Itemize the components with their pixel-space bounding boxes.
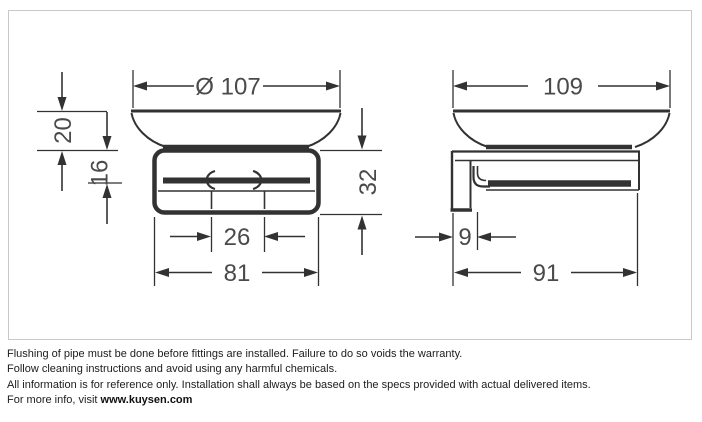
dim-total-depth-label: 91 <box>532 260 560 287</box>
note-line-4 <box>7 393 697 408</box>
note-line-1: Flushing of pipe must be done before fittings are installed. Failure to do so voids the warranty. <box>7 348 463 360</box>
dim-holder-width-label: 81 <box>223 260 251 287</box>
footer-notes <box>7 347 697 408</box>
dim-side-width-label: 109 <box>542 73 584 101</box>
dim-rim-to-shelf-label: 16 <box>86 159 114 187</box>
note-line-4-prefix: For more info, visit <box>7 393 101 406</box>
kuysen-website-text: www.kuysen.com <box>100 393 193 406</box>
dim-holder-height-label: 32 <box>355 168 382 196</box>
dim-inner-width-label: 26 <box>223 224 251 251</box>
dim-bowl-height-label: 20 <box>50 117 77 144</box>
dim-plate-depth-label: 9 <box>458 224 472 251</box>
note-line-3: All information is for reference only. Installation shall always be based on the specs provided with actual delivered items. <box>7 378 591 391</box>
dim-diameter-label: Ø 107 <box>195 73 261 101</box>
note-line-2: Follow cleaning instructions and avoid using any harmful chemicals. <box>7 363 338 376</box>
